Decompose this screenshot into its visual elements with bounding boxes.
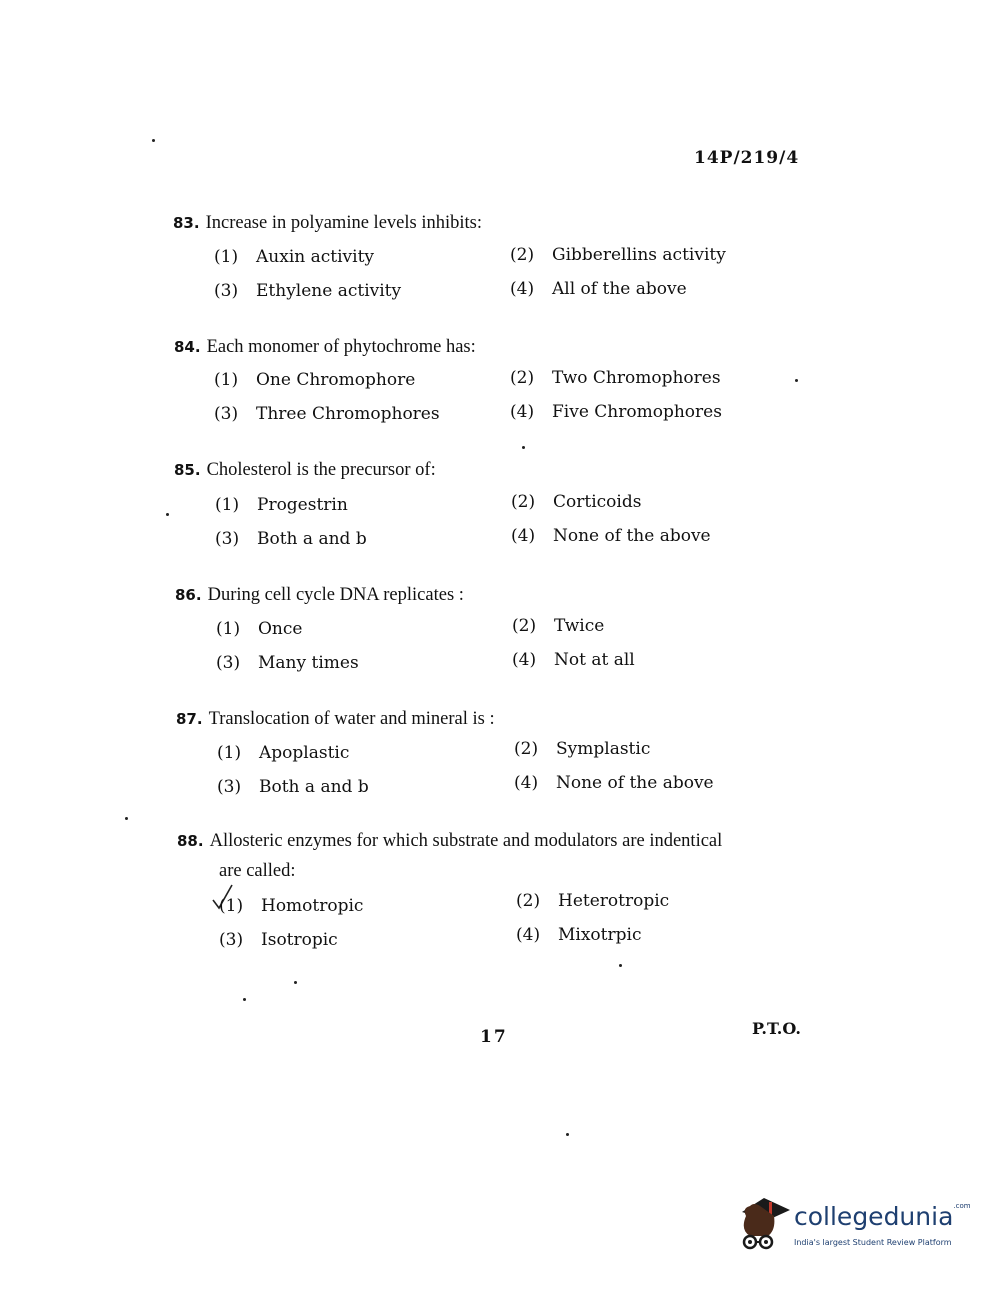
question-87 xyxy=(176,704,856,734)
question-text: Cholesterol is the precursor of: xyxy=(206,460,436,480)
question-88 xyxy=(177,826,817,886)
option-2: (2) Gibberellins activity xyxy=(510,245,726,265)
option-1: (1) Progestrin xyxy=(215,495,348,515)
collegedunia-logo xyxy=(734,1194,971,1264)
option-3: (3) Isotropic xyxy=(219,930,338,950)
question-number: 87. xyxy=(176,710,203,728)
logo-suffix: .com xyxy=(953,1202,971,1210)
option-3: (3) Ethylene activity xyxy=(214,281,402,301)
logo-wordmark: collegedunia xyxy=(794,1202,954,1231)
scan-speck xyxy=(243,998,246,1001)
scan-speck xyxy=(125,817,128,820)
question-number: 85. xyxy=(174,461,201,479)
option-4: (4) Mixotrpic xyxy=(516,925,642,945)
question-85 xyxy=(174,455,854,485)
question-text: During cell cycle DNA replicates : xyxy=(207,585,464,605)
page-number: 17 xyxy=(480,1027,508,1047)
option-3: (3) Many times xyxy=(216,653,359,673)
question-number: 86. xyxy=(175,586,202,604)
logo-tagline: India's largest Student Review Platform xyxy=(794,1238,952,1247)
paper-code: 14P/219/4 xyxy=(694,148,800,168)
option-4: (4) Five Chromophores xyxy=(510,402,722,422)
scan-speck xyxy=(619,964,622,967)
question-text: Each monomer of phytochrome has: xyxy=(206,337,476,357)
scan-speck xyxy=(294,981,297,984)
option-3: (3) Both a and b xyxy=(215,529,367,549)
question-number: 83. xyxy=(173,214,200,232)
scan-speck xyxy=(795,379,798,382)
scan-speck xyxy=(522,446,525,449)
question-number: 84. xyxy=(174,338,201,356)
option-2: (2) Twice xyxy=(512,616,605,636)
option-2: (2) Symplastic xyxy=(514,739,651,759)
option-4: (4) All of the above xyxy=(510,279,687,299)
option-4: (4) None of the above xyxy=(511,526,711,546)
option-4: (4) Not at all xyxy=(512,650,635,670)
option-2: (2) Two Chromophores xyxy=(510,368,721,388)
question-86 xyxy=(175,580,855,610)
question-number: 88. xyxy=(177,832,204,850)
scan-speck xyxy=(152,139,155,142)
option-1: (1) One Chromophore xyxy=(214,370,416,390)
question-text: Translocation of water and mineral is : xyxy=(208,709,495,729)
option-2: (2) Heterotropic xyxy=(516,891,670,911)
question-text: Increase in polyamine levels inhibits: xyxy=(205,213,482,233)
option-3: (3) Three Chromophores xyxy=(214,404,440,424)
mascot-icon xyxy=(734,1194,794,1258)
option-1: (1) Once xyxy=(216,619,303,639)
option-4: (4) None of the above xyxy=(514,773,714,793)
question-83 xyxy=(173,208,853,238)
option-2: (2) Corticoids xyxy=(511,492,642,512)
question-text: Allosteric enzymes for which substrate and modulators are indentical xyxy=(209,831,723,851)
option-1: (1) Homotropic xyxy=(219,896,364,916)
question-text-continuation: are called: xyxy=(219,861,296,881)
scan-speck xyxy=(566,1133,569,1136)
option-1: (1) Auxin activity xyxy=(214,247,375,267)
question-84 xyxy=(174,332,854,362)
pto-label: P.T.O. xyxy=(752,1019,801,1038)
option-3: (3) Both a and b xyxy=(217,777,369,797)
option-1: (1) Apoplastic xyxy=(217,743,350,763)
scan-speck xyxy=(166,513,169,516)
